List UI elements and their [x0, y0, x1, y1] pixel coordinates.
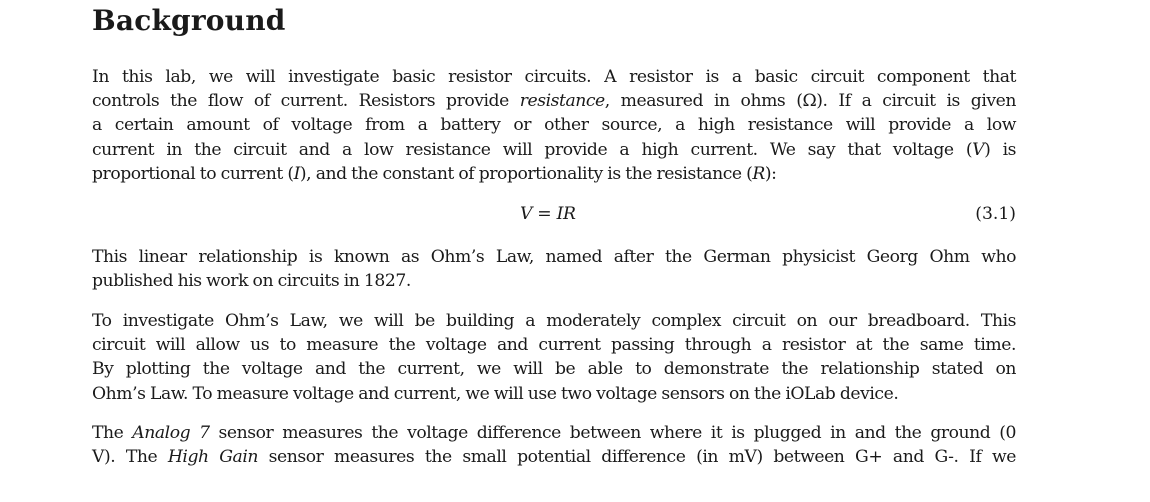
paragraph-ohms-law — [92, 245, 1016, 293]
paragraph-line: In this lab, we will investigate basic resistor circuits. A resistor is a basic circuit component that — [92, 67, 1016, 87]
paragraph-line: To investigate Ohm’s Law, we will be building a moderately complex circuit on our breadboard. This — [92, 311, 1016, 331]
paragraph-intro — [92, 65, 1016, 186]
paragraph-line: This linear relationship is known as Ohm’s Law, named after the German physicist Georg Ohm who — [92, 247, 1016, 267]
paragraph-line: V). The High Gain sensor measures the small potential difference (in mV) between G+ and G-. If we — [92, 447, 1016, 468]
paragraph-line: a certain amount of voltage from a battery or other source, a high resistance will provide a low — [92, 115, 1016, 136]
paragraph-line: current in the circuit and a low resistance will provide a high current. We say that voltage (V) is — [92, 139, 1016, 160]
paragraph-line: Ohm’s Law. To measure voltage and current, we will use two voltage sensors on the iOLab device. — [92, 383, 899, 404]
emphasis-text: resistance — [519, 91, 605, 112]
paragraph-line: The Analog 7 sensor measures the voltage difference between where it is plugged in and the ground (0 — [92, 423, 1017, 443]
paragraph-line: circuit will allow us to measure the voltage and current passing through a resistor at the same time. — [92, 335, 1016, 356]
section-heading: Background — [92, 4, 286, 37]
equation-number: (3.1) — [975, 204, 1016, 224]
paragraph-sensors — [92, 421, 1016, 469]
paragraph-line: proportional to current (I), and the constant of proportionality is the resistance (R): — [92, 163, 777, 184]
paragraph-line: controls the flow of current. Resistors provide resistance, measured in ohms (Ω). If a circuit is given — [92, 91, 1016, 112]
ohms-law-equation: V = IR — [520, 204, 576, 224]
paragraph-investigation — [92, 309, 1016, 406]
equation-row — [92, 204, 1016, 230]
variable-v: V — [972, 139, 985, 160]
sensor-name-analog: Analog 7 — [132, 423, 210, 443]
variable-i: I — [293, 163, 300, 184]
sensor-name-high-gain: High Gain — [167, 447, 259, 468]
variable-r: R — [752, 163, 765, 184]
paragraph-line: published his work on circuits in 1827. — [92, 271, 411, 292]
paragraph-line: By plotting the voltage and the current, we will be able to demonstrate the relationship stated on — [92, 359, 1016, 380]
